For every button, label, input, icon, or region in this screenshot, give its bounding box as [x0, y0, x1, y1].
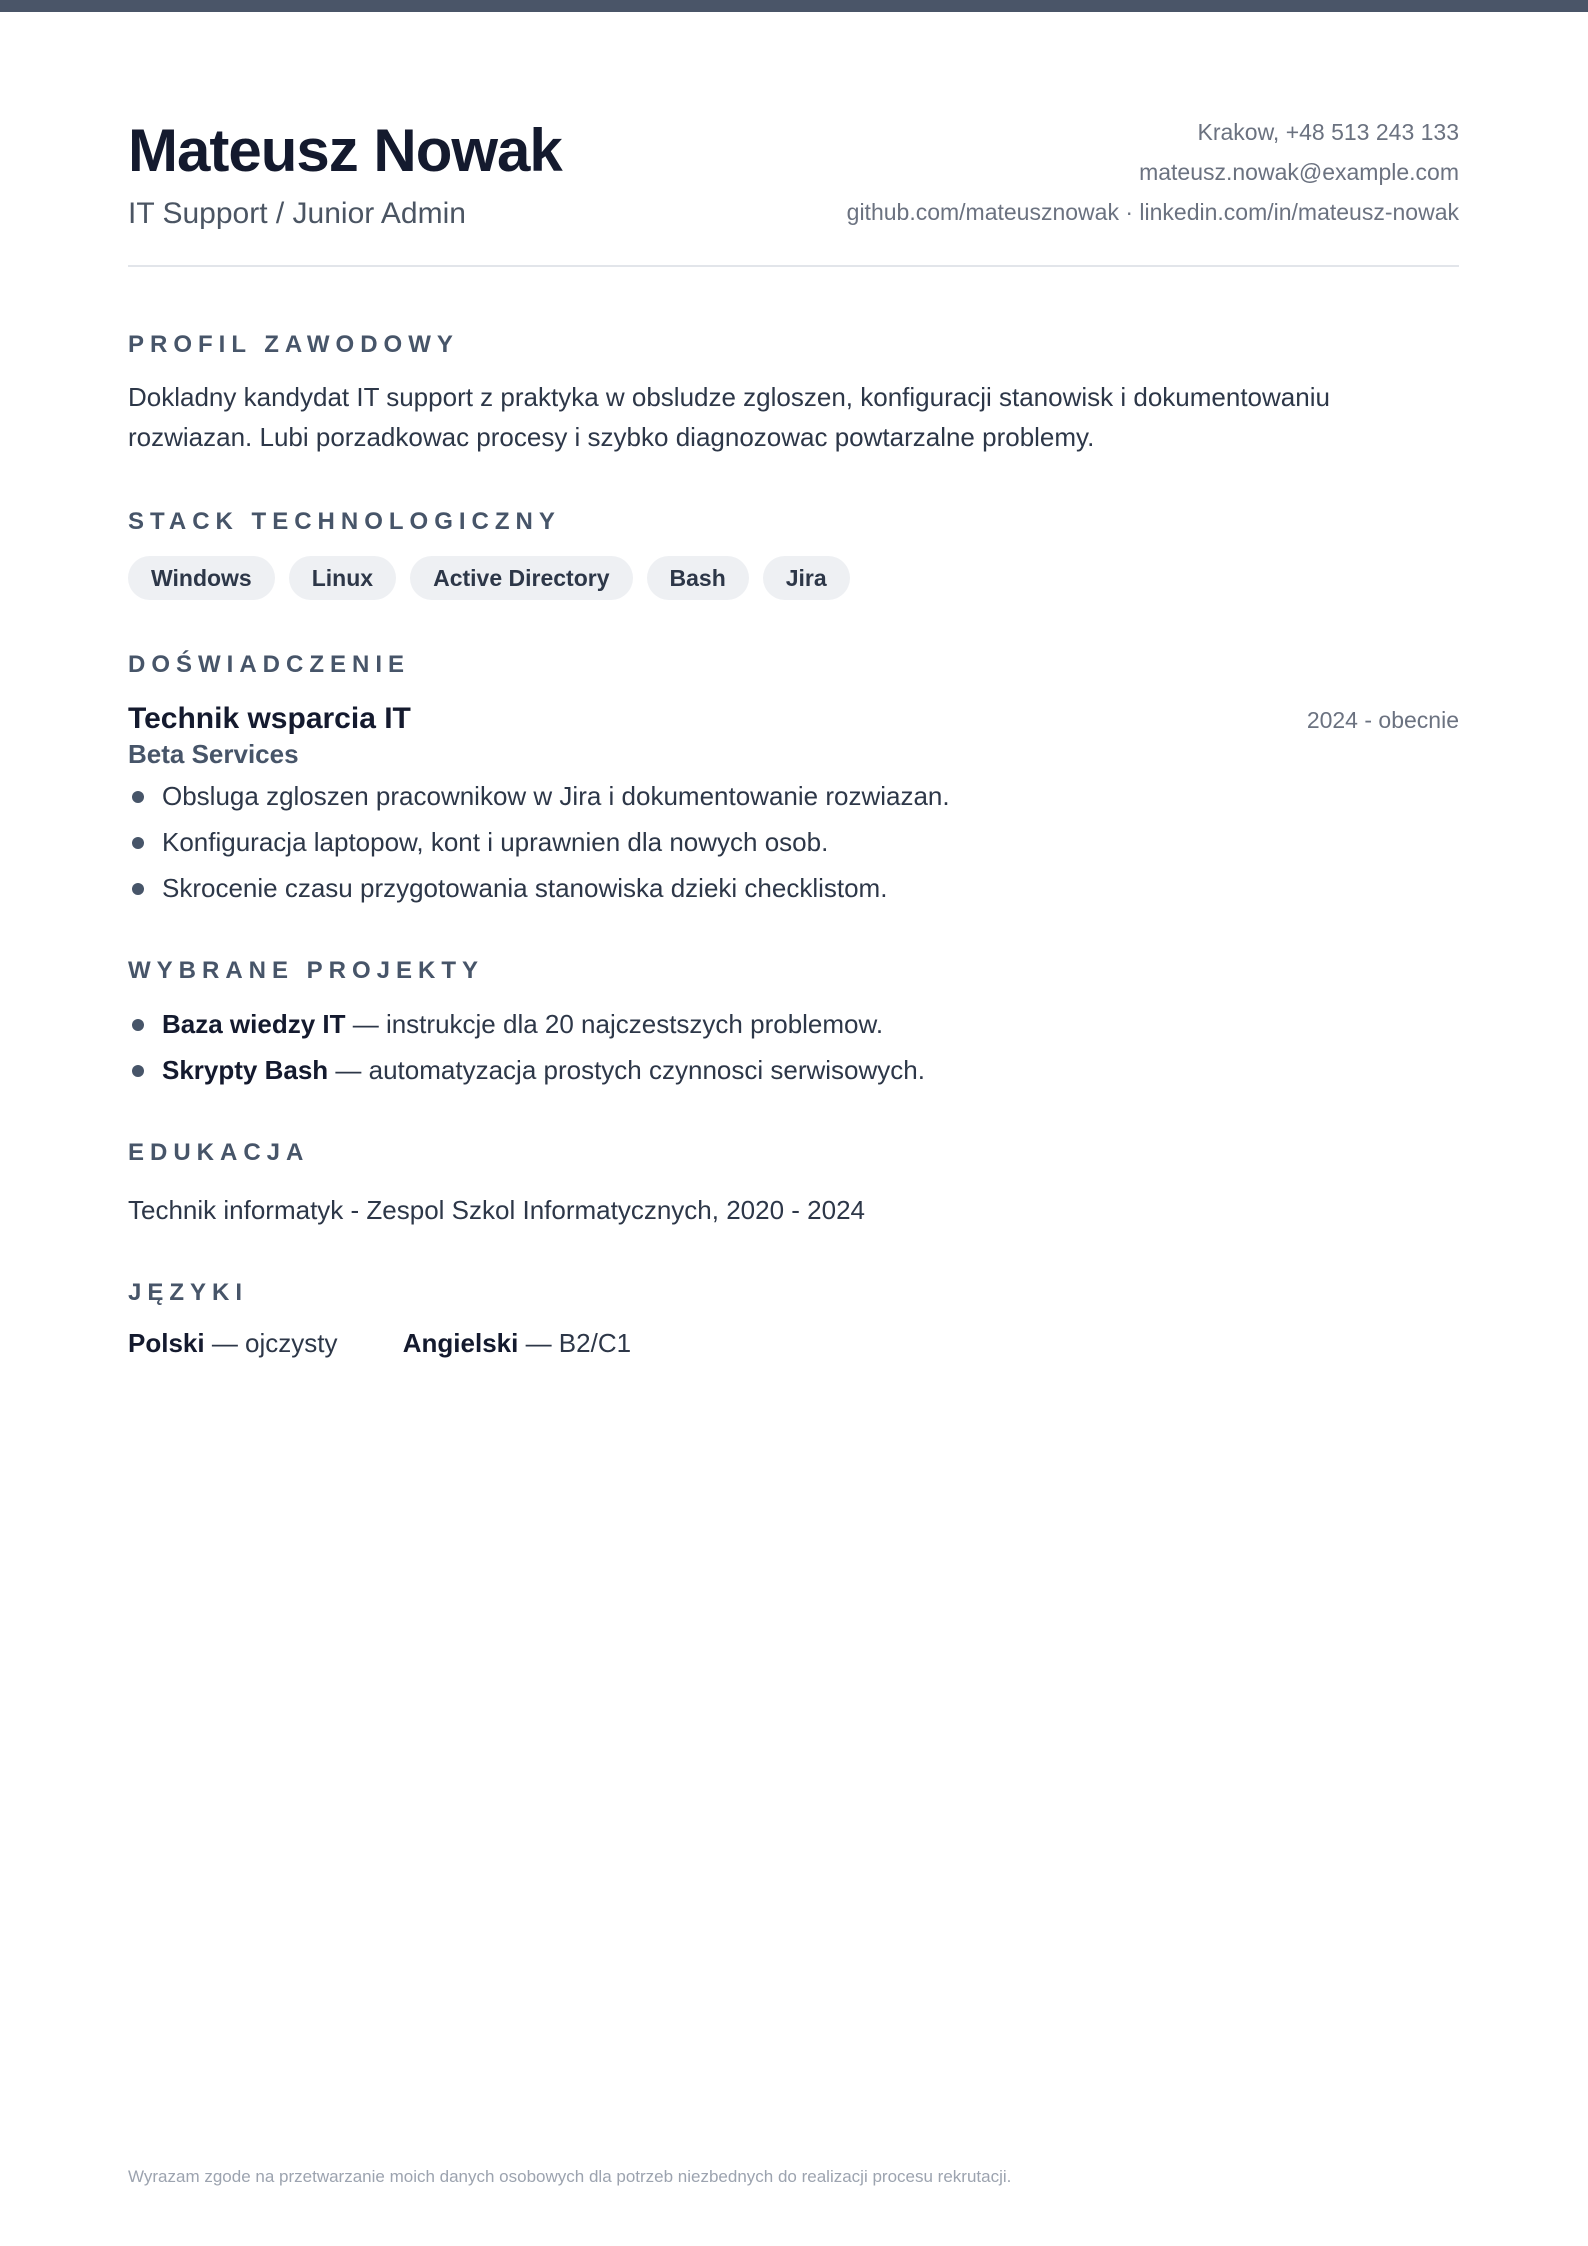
tech-tag: Jira: [763, 556, 850, 600]
contact-links: github.com/mateusznowak · linkedin.com/in/mateusz-nowak: [846, 199, 1459, 225]
job-company: Beta Services: [128, 739, 299, 769]
section-title-profile: PROFIL ZAWODOWY: [128, 331, 459, 358]
job-dates: 2024 - obecnie: [1306, 707, 1459, 733]
section-title-stack: STACK TECHNOLOGICZNY: [128, 508, 561, 535]
project-list: [128, 1001, 925, 1093]
languages-row: [128, 1325, 631, 1361]
list-item: Skrocenie czasu przygotowania stanowiska dzieki checklistom.: [128, 865, 950, 911]
tech-tag: Windows: [128, 556, 275, 600]
language-item: Angielski — B2/C1: [402, 1328, 632, 1358]
education-text: Technik informatyk - Zespol Szkol Informatycznych, 2020 - 2024: [128, 1195, 865, 1225]
bullet-dot-icon: [132, 791, 144, 803]
contact-block: [847, 112, 1459, 232]
bullet-dot-icon: [132, 1019, 144, 1031]
bullet-dot-icon: [132, 837, 144, 849]
project-desc: — automatyzacja prostych czynnosci serwisowych.: [328, 1055, 925, 1085]
resume-page: [128, 0, 1459, 2186]
language-item: Polski — ojczysty: [128, 1328, 338, 1358]
contact-location-phone: Krakow, +48 513 243 133: [1197, 119, 1459, 145]
job-title: Technik wsparcia IT: [128, 702, 411, 735]
candidate-role: IT Support / Junior Admin: [128, 197, 466, 230]
gdpr-consent: Wyrazam zgode na przetwarzanie moich danych osobowych dla potrzeb niezbednych do realizacji procesu rekrutacji.: [128, 2167, 1012, 2186]
list-item: Konfiguracja laptopow, kont i uprawnien dla nowych osob.: [128, 819, 950, 865]
project-name: Skrypty Bash: [162, 1055, 329, 1085]
list-item: Obsluga zgloszen pracownikow w Jira i dokumentowanie rozwiazan.: [128, 773, 950, 819]
tech-tag: Bash: [647, 556, 749, 600]
tech-tag: Active Directory: [410, 556, 632, 600]
project-name: Baza wiedzy IT: [162, 1009, 346, 1039]
section-title-languages: JĘZYKI: [128, 1279, 249, 1306]
contact-email: mateusz.nowak@example.com: [1139, 159, 1459, 185]
bullet-dot-icon: [132, 883, 144, 895]
section-title-experience: DOŚWIADCZENIE: [128, 651, 410, 678]
bullet-dot-icon: [132, 1065, 144, 1077]
section-title-projects: WYBRANE PROJEKTY: [128, 957, 485, 984]
resume-header: [128, 0, 1459, 267]
tech-tags: [128, 556, 850, 600]
list-item: [128, 1001, 925, 1047]
job-bullets: [128, 773, 950, 911]
tech-tag: Linux: [289, 556, 396, 600]
list-item: [128, 1047, 925, 1093]
section-title-education: EDUKACJA: [128, 1139, 310, 1166]
project-desc: — instrukcje dla 20 najczestszych problemow.: [345, 1009, 884, 1039]
profile-text: Dokladny kandydat IT support z praktyka w obsludze zgloszen, konfiguracji stanowisk i dokumentowaniu rozwiazan. Lubi porzadkowac procesy i szybko diagnozowac powtarzalne problemy.: [128, 382, 1330, 452]
candidate-name: Mateusz Nowak: [128, 117, 562, 184]
